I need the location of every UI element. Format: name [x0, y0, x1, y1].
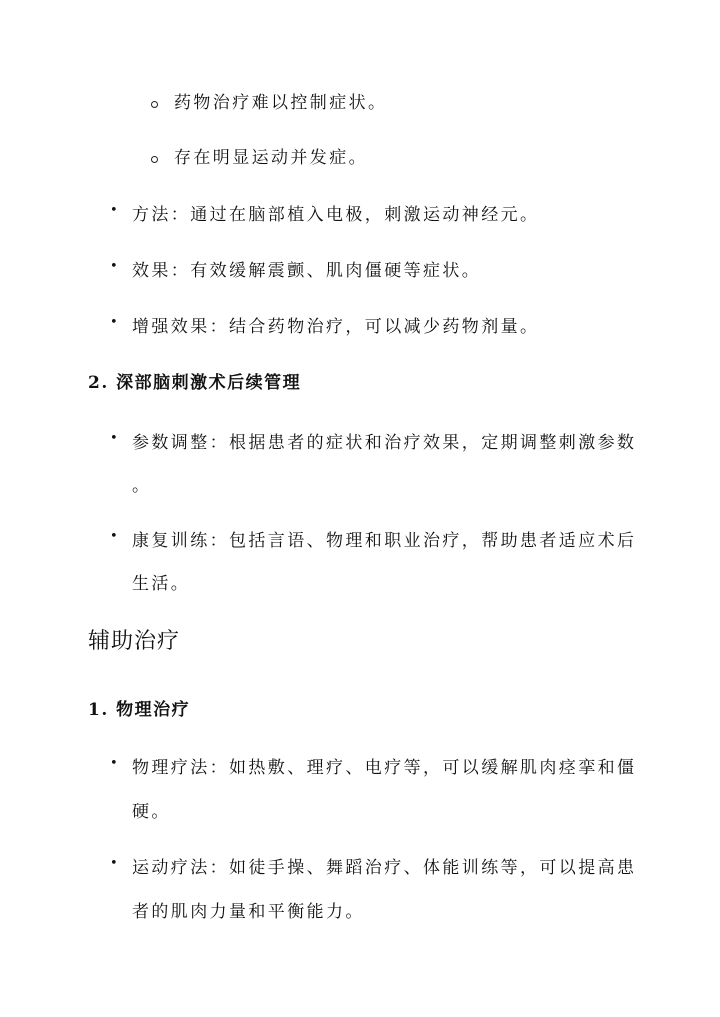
- list-item: 康复训练：包括言语、物理和职业治疗，帮助患者适应术后: [132, 531, 637, 551]
- list-item: 物理疗法：如热敷、理疗、电疗等，可以缓解肌肉痉挛和僵: [132, 758, 637, 778]
- list-item: 参数调整：根据患者的症状和治疗效果，定期调整刺激参数: [132, 433, 637, 453]
- list-item-continuation: 者的肌肉力量和平衡能力。: [132, 902, 365, 922]
- chapter-heading: 辅助治疗: [88, 629, 181, 654]
- list-item: 增强效果：结合药物治疗，可以减少药物剂量。: [132, 317, 540, 337]
- bullet-icon: •: [110, 315, 118, 330]
- list-item: 效果：有效缓解震颤、肌肉僵硬等症状。: [132, 261, 482, 281]
- sub-bullet-icon: [151, 156, 158, 163]
- bullet-icon: •: [110, 856, 118, 871]
- list-item-continuation: 硬。: [132, 802, 171, 822]
- sub-list-item: 存在明显运动并发症。: [174, 148, 368, 168]
- list-item-continuation: 生活。: [132, 574, 191, 594]
- section-heading: 2. 深部脑刺激术后续管理: [88, 373, 302, 393]
- sub-list-item: 药物治疗难以控制症状。: [174, 93, 388, 113]
- bullet-icon: •: [110, 259, 118, 274]
- sub-bullet-icon: [151, 101, 158, 108]
- bullet-icon: •: [110, 203, 118, 218]
- bullet-icon: •: [110, 431, 118, 446]
- list-item-continuation: 。: [132, 476, 152, 496]
- bullet-icon: •: [110, 756, 118, 771]
- list-item: 方法：通过在脑部植入电极，刺激运动神经元。: [132, 205, 540, 225]
- section-heading: 1. 物理治疗: [88, 700, 191, 720]
- list-item: 运动疗法：如徒手操、舞蹈治疗、体能训练等，可以提高患: [132, 858, 637, 878]
- bullet-icon: •: [110, 529, 118, 544]
